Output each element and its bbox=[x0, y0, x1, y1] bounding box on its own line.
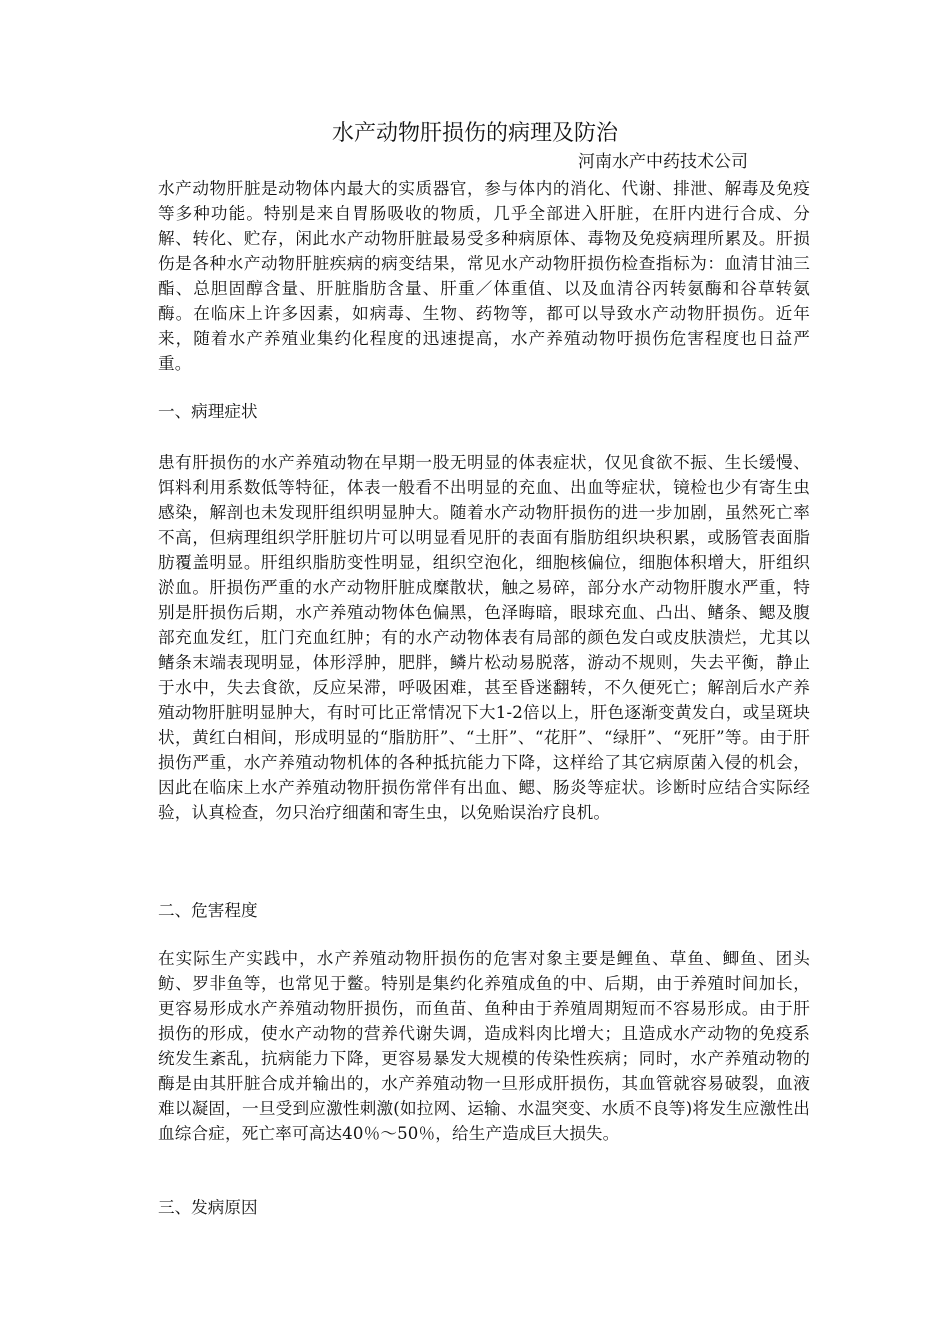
section-body-harm: 在实际生产实践中，水产养殖动物肝损伤的危害对象主要是鲤鱼、草鱼、鲫鱼、团头鲂、罗非鱼等，也常见于鳖。特别是集约化养殖成鱼的中、后期，由于养殖时间加长，更容易形成水产养殖动物肝损伤，而鱼苗、鱼种由于养殖周期短而不容易形成。由于肝损伤的形成，使水产动物的营养代谢失调，造成料肉比增大；且造成水产动物的免疫系统发生紊乱，抗病能力下降，更容易暴发大规模的传染性疾病；同时，水产养殖动物的酶是由其肝脏合成并输出的，水产养殖动物一旦形成肝损伤，其血管就容易破裂，血液难以凝固，一旦受到应激性刺激(如拉网、运输、水温突变、水质不良等)将发生应激性出血综合症，死亡率可高达40％～50％，给生产造成巨大损失。 bbox=[158, 949, 810, 1143]
organization-name: 河南水产中药技术公司 bbox=[578, 152, 748, 172]
section-body-pathology: 患有肝损伤的水产养殖动物在早期一股无明显的体表症状，仅见食欲不振、生长缓慢、饵料利用系数低等特征，体表一般看不出明显的充血、出血等症状，镜检也少有寄生虫感染，解剖也未发现肝组织明显肿大。随着水产动物肝损伤的进一步加剧，虽然死亡率不高，但病理组织学肝脏切片可以明显看见肝的表面有脂肪组织块积累，或肠管表面脂肪覆盖明显。肝组织脂肪变性明显，组织空泡化，细胞核偏位，细胞体积增大，肝组织淤血。肝损伤严重的水产动物肝脏成糜散状，触之易碎，部分水产动物肝腹水严重，特别是肝损伤后期，水产养殖动物体色偏黑，色泽晦暗，眼球充血、凸出、鳍条、鳃及腹部充血发红，肛门充血红肿；有的水产动物体表有局部的颜色发白或皮肤溃烂，尤其以鳍条末端表现明显，体形浮肿，肥胖，鳞片松动易脱落，游动不规则，失去平衡，静止于水中，失去食欲，反应呆滞，呼吸困难，甚至昏迷翻转，不久便死亡；解剖后水产养殖动物肝脏明显肿大，有时可比正常情况下大1-2倍以上，肝色逐渐变黄发白，或呈斑块状，黄红白相间，形成明显的“脂肪肝”、“土肝”、“花肝”、“绿肝”、“死肝”等。由于肝损伤严重，水产养殖动物机体的各种抵抗能力下降，这样给了其它病原菌入侵的机会，因此在临床上水产养殖动物肝损伤常伴有出血、鳃、肠炎等症状。诊断时应结合实际经验，认真检查，勿只治疗细菌和寄生虫，以免贻误治疗良机。 bbox=[158, 453, 810, 822]
section-heading-causes: 三、发病原因 bbox=[158, 1198, 258, 1217]
document-title: 水产动物肝损伤的病理及防治 bbox=[331, 121, 618, 146]
intro-paragraph: 水产动物肝脏是动物体内最大的实质器官，参与体内的消化、代谢、排泄、解毒及免疫等多种功能。特别是来自胃肠吸收的物质，几乎全部进入肝脏，在肝内进行合成、分解、转化、贮存，闲此水产动物肝脏最易受多种病原体、毒物及免疫病理所累及。肝损伤是各种水产动物肝脏疾病的病变结果，常见水产动物肝损伤检查指标为：血清甘油三酯、总胆固醇含量、肝脏脂肪含量、肝重／体重值、以及血清谷丙转氨酶和谷草转氨酶。在临床上许多因素，如病毒、生物、药物等，都可以导致水产动物肝损伤。近年来，随着水产养殖业集约化程度的迅速提高，水产养殖动物吁损伤危害程度也日益严重。 bbox=[158, 179, 810, 373]
section-heading-harm: 二、危害程度 bbox=[158, 901, 258, 920]
section-heading-pathology: 一、病理症状 bbox=[158, 402, 258, 421]
